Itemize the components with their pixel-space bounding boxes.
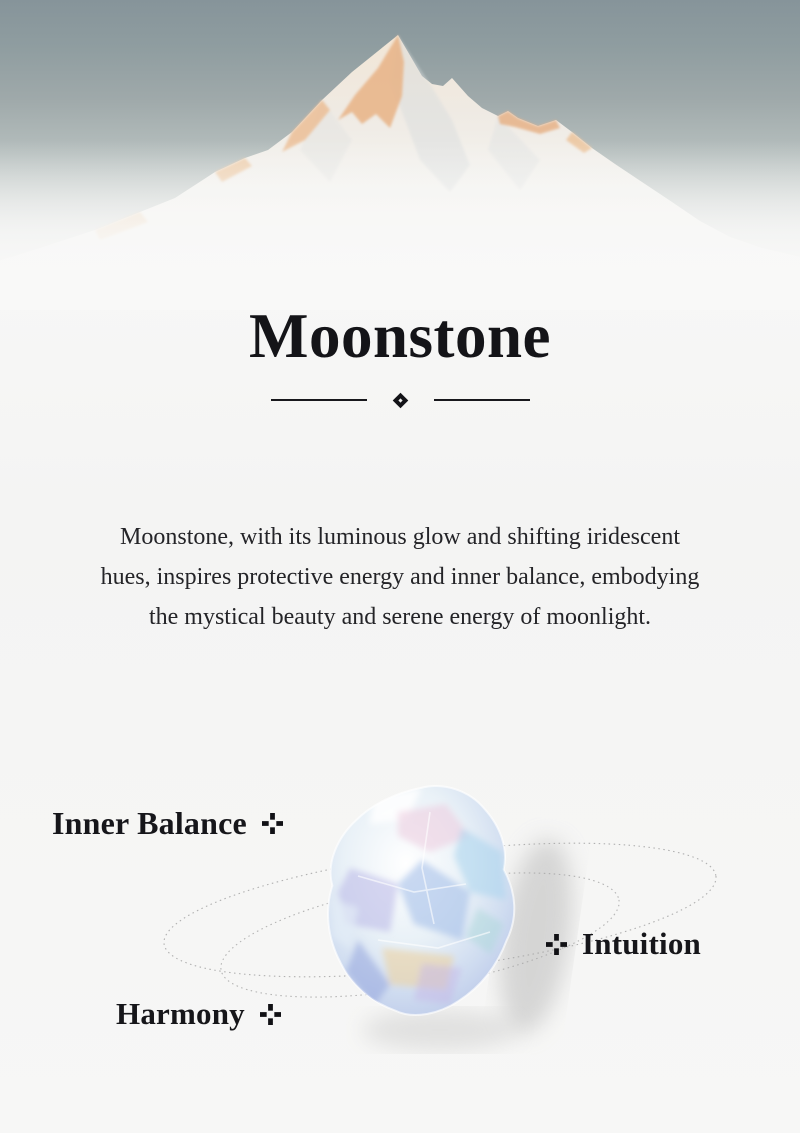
divider-rule-left — [271, 399, 367, 401]
mountain-image — [0, 0, 800, 310]
description-line: the mystical beauty and serene energy of moonlight. — [148, 604, 652, 630]
page-title: Moonstone — [249, 301, 551, 372]
title-divider — [0, 392, 800, 408]
intuition-text: Intuition — [582, 926, 701, 961]
inner-balance-text: Inner Balance — [52, 805, 247, 841]
feature-label-inner-balance — [52, 806, 283, 840]
harmony-text: Harmony — [116, 996, 245, 1031]
description-text — [0, 517, 800, 637]
divider-rule-right — [434, 399, 530, 401]
diamond-icon — [392, 392, 408, 408]
feature-label-intuition — [546, 927, 701, 961]
feature-label-harmony — [116, 997, 281, 1031]
segmented-plus-icon — [260, 1004, 281, 1025]
moonstone-crystal-image — [328, 786, 514, 1015]
description-line: hues, inspires protective energy and inner balance, embodying — [100, 564, 700, 590]
hero-section — [0, 0, 800, 310]
segmented-plus-icon — [546, 934, 567, 955]
segmented-plus-icon — [262, 813, 283, 834]
description-line: Moonstone, with its luminous glow and shifting iridescent — [120, 524, 680, 550]
